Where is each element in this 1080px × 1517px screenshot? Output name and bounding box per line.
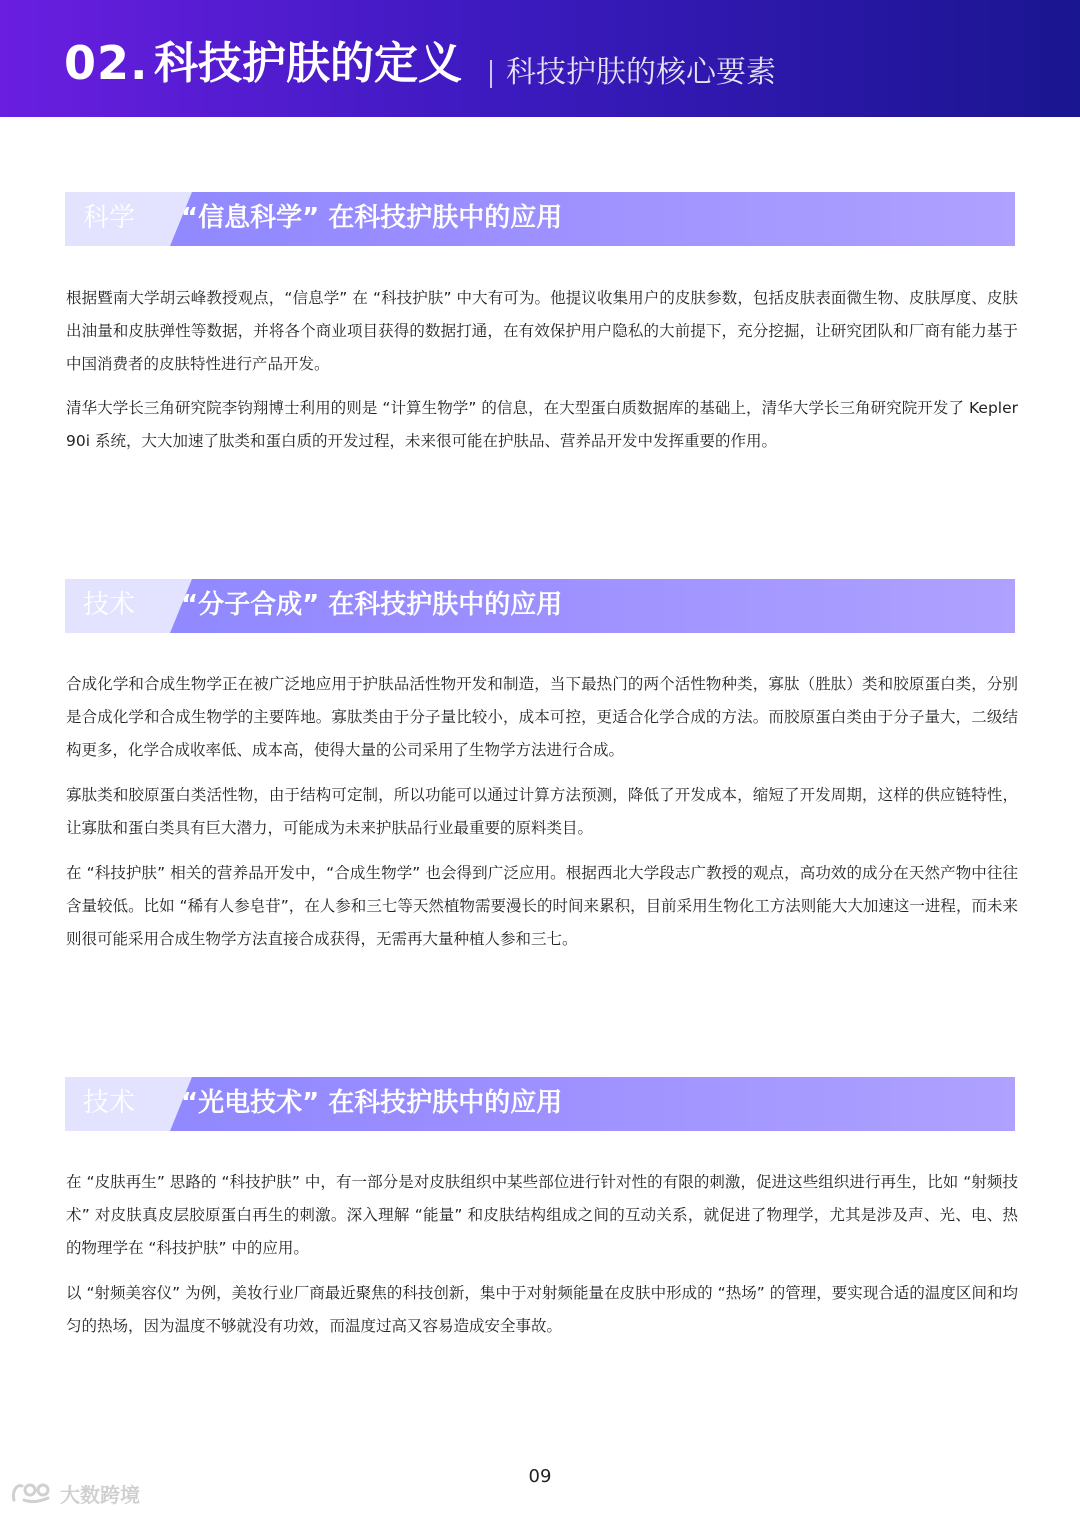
paragraph: 在 “皮肤再生” 思路的 “科技护肤” 中，有一部分是对皮肤组织中某些部位进行针对性的有限的刺激，促进这些组织进行再生，比如 “射频技术” 对皮肤真皮层胶原蛋白再生的刺激。深入理解 “能量” 和皮肤结构组成之间的互动关系，就促进了物理学，尤其是涉及声、光、电、热的物理学在 “科技护肤” 中的应用。 [66, 1173, 1018, 1257]
paragraph: 在 “科技护肤” 相关的营养品开发中，“合成生物学” 也会得到广泛应用。根据西北大学段志广教授的观点，高功效的成分在天然产物中往往含量较低。比如 “稀有人参皂苷”，在人参和三七等天然植物需要漫长的时间来累积，目前采用生物化工方法则能大大加速这一进程，而未来则很可能采用合成生物学方法直接合成获得，无需再大量种植人参和三七。 [66, 864, 1018, 948]
section-heading: “光电技术” 在科技护肤中的应用 [181, 1088, 563, 1118]
header-divider [490, 60, 492, 88]
chapter-title: 科技护肤的定义 [154, 38, 462, 89]
section-tag: 技术 [83, 590, 136, 620]
chapter-number: 02. [64, 36, 149, 90]
section-heading: “信息科学” 在科技护肤中的应用 [181, 203, 563, 233]
paragraph: 清华大学长三角研究院李钧翔博士利用的则是 “计算生物学” 的信息，在大型蛋白质数据库的基础上，清华大学长三角研究院开发了 Kepler 90i 系统，大大加速了肽类和蛋白质的开发过程，未来很可能在护肤品、营养品开发中发挥重要的作用。 [66, 399, 1018, 450]
watermark-logo-icon [10, 1480, 54, 1506]
section-header-photoelectric [65, 1077, 1015, 1131]
watermark [10, 1478, 140, 1508]
section-heading: “分子合成” 在科技护肤中的应用 [181, 590, 563, 620]
paragraph: 合成化学和合成生物学正在被广泛地应用于护肤品活性物开发和制造，当下最热门的两个活性物种类，寡肽（胜肽）类和胶原蛋白类，分别是合成化学和合成生物学的主要阵地。寡肽类由于分子量比较小，成本可控，更适合化学合成的方法。而胶原蛋白类由于分子量大，二级结构更多，化学合成收率低、成本高，使得大量的公司采用了生物学方法进行合成。 [66, 675, 1018, 759]
watermark-text: 大数跨境 [60, 1482, 140, 1507]
chapter-subtitle: 科技护肤的核心要素 [506, 55, 776, 90]
paragraph: 根据暨南大学胡云峰教授观点，“信息学” 在 “科技护肤” 中大有可为。他提议收集用户的皮肤参数，包括皮肤表面微生物、皮肤厚度、皮肤出油量和皮肤弹性等数据，并将各个商业项目获得的数据打通，在有效保护用户隐私的大前提下，充分挖掘，让研究团队和厂商有能力基于中国消费者的皮肤特性进行产品开发。 [66, 289, 1018, 373]
section-tag: 技术 [83, 1088, 136, 1118]
page-number: 09 [528, 1466, 552, 1487]
section-tag: 科学 [83, 203, 136, 233]
section-header-information-science [65, 192, 1015, 246]
section-header-molecular-synthesis [65, 579, 1015, 633]
paragraph: 寡肽类和胶原蛋白类活性物，由于结构可定制，所以功能可以通过计算方法预测，降低了开发成本，缩短了开发周期，这样的供应链特性，让寡肽和蛋白类具有巨大潜力，可能成为未来护肤品行业最重要的原料类目。 [66, 786, 1018, 837]
page-header [0, 0, 1080, 117]
paragraph: 以 “射频美容仪” 为例，美妆行业厂商最近聚焦的科技创新，集中于对射频能量在皮肤中形成的 “热场” 的管理，要实现合适的温度区间和均匀的热场，因为温度不够就没有功效，而温度过高又容易造成安全事故。 [66, 1284, 1018, 1335]
